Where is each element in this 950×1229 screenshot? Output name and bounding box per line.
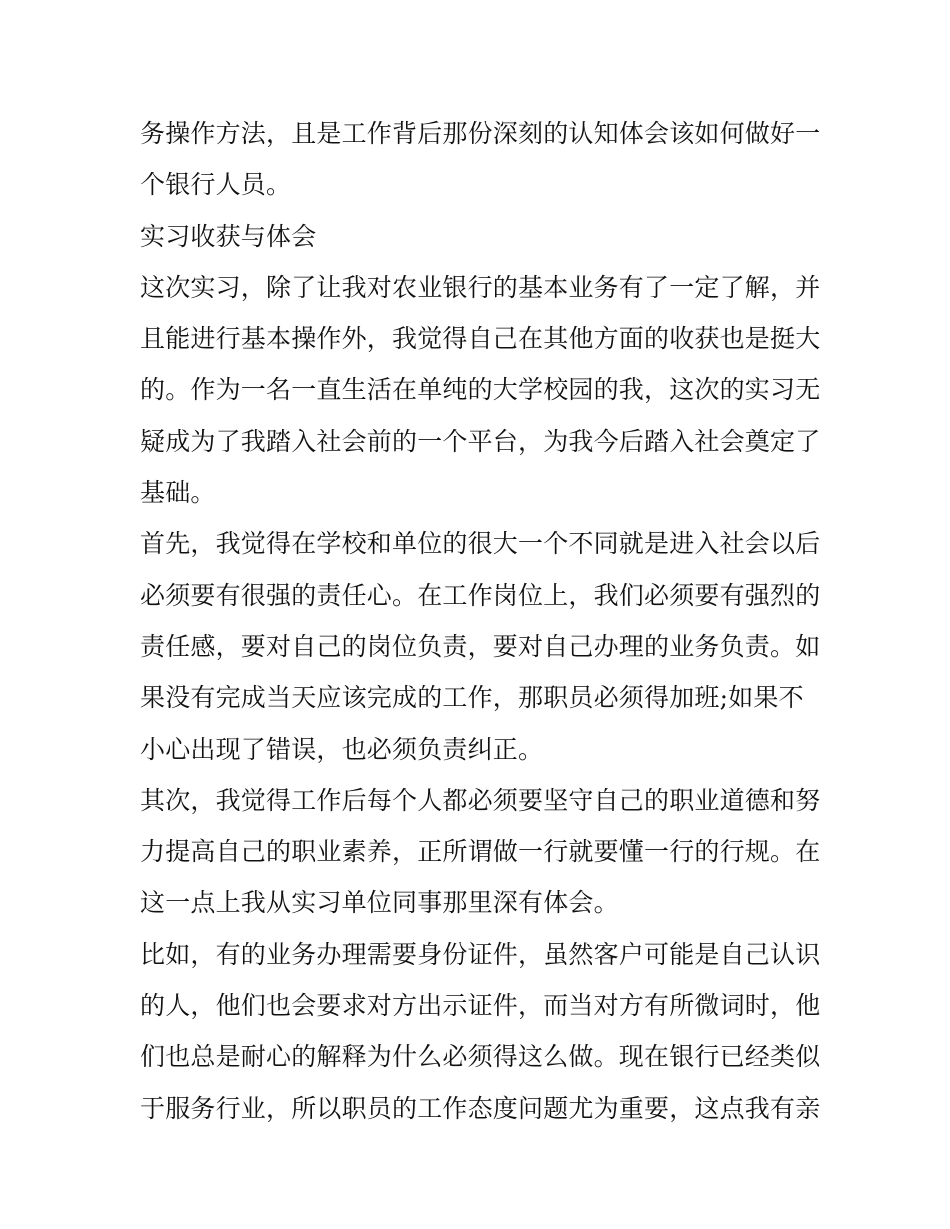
text-line: 且能进行基本操作外，我觉得自己在其他方面的收获也是挺大 [140,324,821,354]
text-line: 们也总是耐心的解释为什么必须得这么做。现在银行已经类似 [140,1042,821,1072]
text-line: 的人，他们也会要求对方出示证件，而当对方有所微词时，他 [140,991,821,1021]
text-line: 首先，我觉得在学校和单位的很大一个不同就是进入社会以后 [140,529,821,559]
text-line: 其次，我觉得工作后每个人都必须要坚守自己的职业道德和努 [140,785,821,815]
text-line: 果没有完成当天应该完成的工作，那职员必须得加班;如果不 [140,683,804,713]
text-line: 疑成为了我踏入社会前的一个平台，为我今后踏入社会奠定了 [140,426,821,456]
text-line: 务操作方法，且是工作背后那份深刻的认知体会该如何做好一 [140,119,821,148]
text-line: 责任感，要对自己的岗位负责，要对自己办理的业务负责。如 [140,631,821,661]
text-line: 这次实习，除了让我对农业银行的基本业务有了一定了解，并 [140,272,821,302]
text-line: 比如，有的业务办理需要身份证件，虽然客户可能是自己认识 [140,939,821,969]
text-line: 小心出现了错误，也必须负责纠正。 [140,734,544,764]
text-line: 必须要有很强的责任心。在工作岗位上，我们必须要有强烈的 [140,580,821,610]
document-body-text [140,108,820,1134]
text-line: 力提高自己的职业素养，正所谓做一行就要懂一行的行规。在 [140,837,821,867]
text-line: 的。作为一名一直生活在单纯的大学校园的我，这次的实习无 [140,375,821,405]
text-line: 个银行人员。 [140,170,292,200]
text-line: 于服务行业，所以职员的工作态度问题尤为重要，这点我有亲 [140,1093,821,1123]
section-heading: 实习收获与体会 [140,221,317,251]
text-line: 基础。 [140,478,216,508]
text-line: 这一点上我从实习单位同事那里深有体会。 [140,888,619,918]
